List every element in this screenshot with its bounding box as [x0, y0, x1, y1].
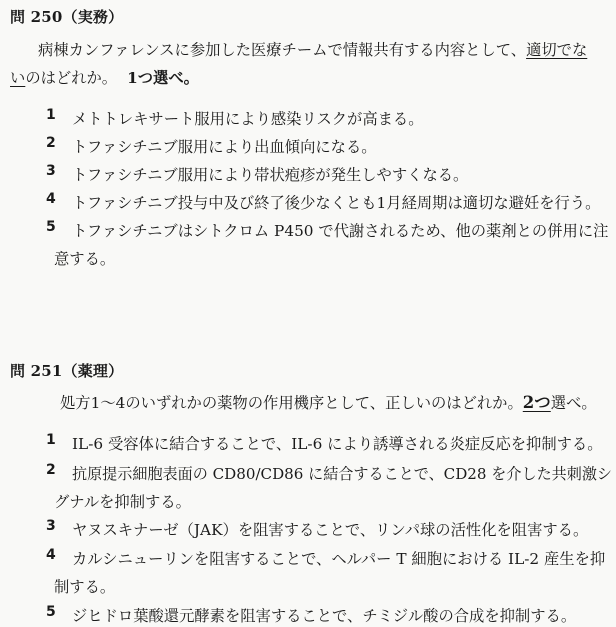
option-number: 5 — [46, 219, 56, 235]
q250-stem-text: 病棟カンファレンスに参加した医療チームで情報共有する内容として、 — [38, 41, 527, 59]
q251-header: 問 251（薬理） — [10, 362, 124, 380]
option-number: 4 — [46, 547, 56, 563]
option-text: ジヒドロ葉酸還元酵素を阻害することで、チミジル酸の合成を抑制する。 — [72, 607, 577, 625]
option-text-continued: 制する。 — [54, 578, 116, 596]
q250-option[interactable] — [0, 219, 616, 271]
q250-stem-tail: のはどれか。 — [25, 69, 118, 87]
q250-stem-emphasis-cont: い — [10, 69, 26, 87]
option-text: トファシチニブ服用により帯状疱疹が発生しやすくなる。 — [72, 166, 469, 184]
option-number: 2 — [46, 135, 56, 151]
option-text: IL-6 受容体に結合することで、IL-6 により誘導される炎症反応を抑制する。 — [72, 435, 603, 453]
option-text-continued: グナルを抑制する。 — [54, 493, 191, 511]
q250-header: 問 250（実務） — [10, 8, 124, 26]
q251-select-count: 2つ — [522, 393, 551, 412]
option-text: トファシチニブ服用により出血傾向になる。 — [72, 138, 377, 156]
q250-stem-emphasis: 適切でな — [526, 41, 588, 59]
option-text-continued: 意する。 — [54, 250, 116, 268]
option-number: 1 — [46, 432, 56, 448]
option-text: メトトレキサート服用により感染リスクが高まる。 — [72, 110, 424, 128]
option-number: 5 — [46, 604, 56, 620]
q251-stem-text: 処方1～4のいずれかの薬物の作用機序として、正しいのはどれか。 — [60, 394, 523, 412]
option-text: トファシチニブ投与中及び終了後少なくとも1月経周期は適切な避妊を行う。 — [72, 194, 601, 212]
q251-stem — [60, 389, 597, 413]
q251-option[interactable] — [0, 462, 616, 514]
option-number: 1 — [46, 107, 56, 123]
option-number: 3 — [46, 163, 56, 179]
option-text: 抗原提示細胞表面の CD80/CD86 に結合することで、CD28 を介した共刺激シ — [72, 465, 613, 483]
option-number: 2 — [46, 462, 56, 478]
q251-stem-tail: 選べ。 — [550, 394, 597, 412]
option-text: ヤヌスキナーゼ（JAK）を阻害することで、リンパ球の活性化を阻害する。 — [72, 521, 589, 539]
q250-stem-line1 — [38, 38, 587, 60]
q250-select-count: 1つ選べ。 — [127, 69, 199, 87]
option-number: 3 — [46, 518, 56, 534]
option-text: カルシニューリンを阻害することで、ヘルパー T 細胞における IL-2 産生を抑 — [72, 550, 606, 568]
option-text: トファシチニブはシトクロム P450 で代謝されるため、他の薬剤との併用に注 — [72, 222, 609, 240]
option-number: 4 — [46, 191, 56, 207]
q251-option[interactable] — [0, 547, 616, 599]
q250-stem-line2 — [10, 66, 199, 88]
